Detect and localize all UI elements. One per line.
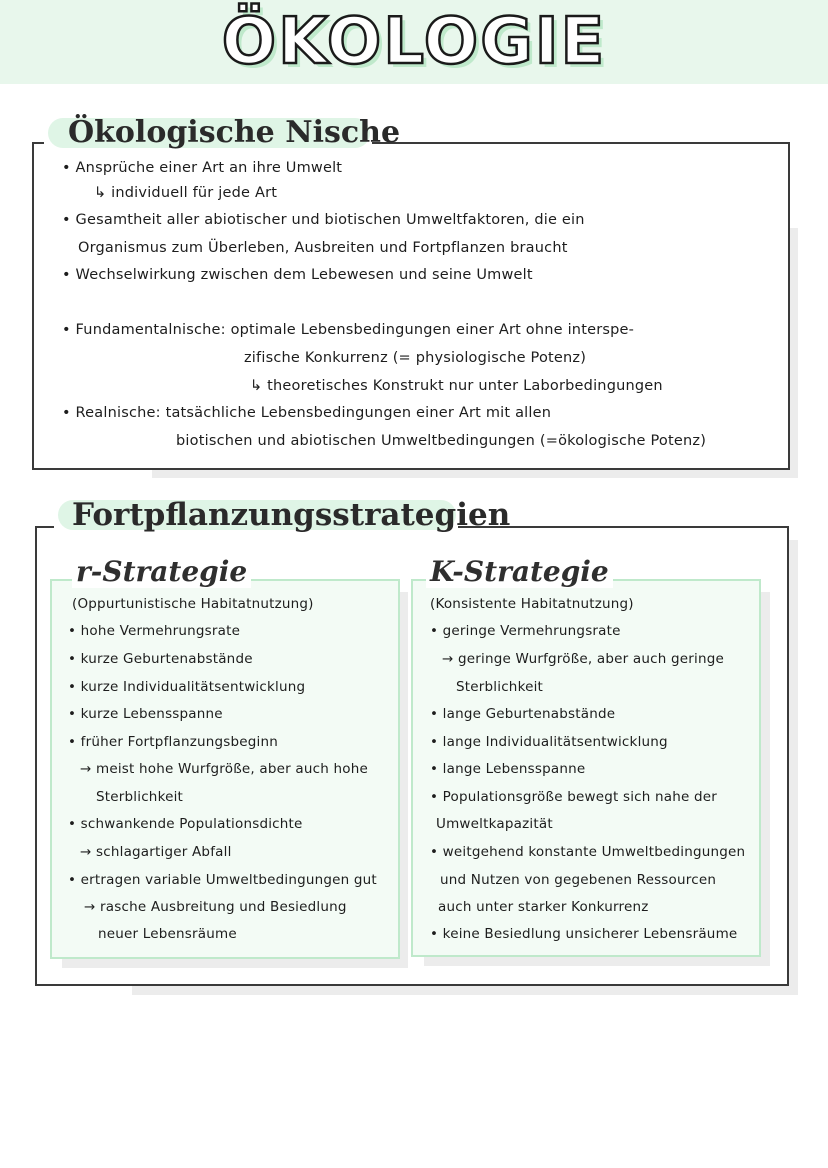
nische-line-3: • Gesamtheit aller abiotischer und biotischen Umweltfaktoren, die ein: [62, 212, 585, 228]
nische-line-9: • Realnische: tatsächliche Lebensbedingungen einer Art mit allen: [62, 405, 552, 421]
page-title: ÖKOLOGIE: [221, 5, 607, 79]
r-line-7: → meist hohe Wurfgröße, aber auch hohe: [80, 761, 368, 777]
nische-line-6: • Fundamentalnische: optimale Lebensbedingungen einer Art ohne interspe-: [62, 322, 635, 338]
k-line-3: → geringe Wurfgröße, aber auch geringe: [442, 651, 724, 667]
r-line-11: • ertragen variable Umweltbedingungen gut: [68, 872, 377, 888]
r-line-6: • früher Fortpflanzungsbeginn: [68, 734, 279, 750]
k-line-2: • geringe Vermehrungsrate: [430, 623, 621, 639]
nische-line-1: • Ansprüche einer Art an ihre Umwelt: [62, 160, 343, 176]
r-line-4: • kurze Individualitätsentwicklung: [68, 679, 306, 695]
nische-line-7: zifische Konkurrenz (= physiologische Potenz): [244, 350, 587, 366]
nische-line-8: ↳ theoretisches Konstrukt nur unter Laborbedingungen: [250, 378, 663, 394]
k-line-1: (Konsistente Habitatnutzung): [430, 596, 634, 612]
nische-line-10: biotischen und abiotischen Umweltbedingungen (=ökologische Potenz): [176, 433, 707, 449]
k-strategie-title: K-Strategie: [426, 556, 613, 588]
k-line-10: • weitgehend konstante Umweltbedingungen: [430, 844, 746, 860]
k-line-6: • lange Individualitätsentwicklung: [430, 734, 668, 750]
nische-line-5: • Wechselwirkung zwischen dem Lebewesen und seine Umwelt: [62, 267, 533, 283]
r-line-10: → schlagartiger Abfall: [80, 844, 232, 860]
k-line-13: • keine Besiedlung unsicherer Lebensräume: [430, 926, 738, 942]
k-line-12: auch unter starker Konkurrenz: [438, 899, 649, 915]
r-line-1: (Oppurtunistische Habitatnutzung): [72, 596, 314, 612]
r-line-9: • schwankende Populationsdichte: [68, 816, 303, 832]
k-line-4: Sterblichkeit: [456, 679, 544, 695]
nische-line-4: Organismus zum Überleben, Ausbreiten und Fortpflanzen braucht: [78, 240, 568, 256]
r-line-5: • kurze Lebensspanne: [68, 706, 223, 722]
r-line-12: → rasche Ausbreitung und Besiedlung: [84, 899, 347, 915]
strategien-title: Fortpflanzungsstrategien: [72, 497, 511, 533]
k-line-9: Umweltkapazität: [436, 816, 553, 832]
k-line-5: • lange Geburtenabstände: [430, 706, 616, 722]
nische-line-2: ↳ individuell für jede Art: [94, 185, 278, 201]
r-strategie-title: r-Strategie: [72, 556, 251, 588]
k-line-7: • lange Lebensspanne: [430, 761, 586, 777]
r-line-8: Sterblichkeit: [96, 789, 184, 805]
k-line-11: und Nutzen von gegebenen Ressourcen: [440, 872, 717, 888]
r-line-3: • kurze Geburtenabstände: [68, 651, 253, 667]
r-line-13: neuer Lebensräume: [98, 926, 237, 942]
nische-title: Ökologische Nische: [68, 115, 401, 150]
k-line-8: • Populationsgröße bewegt sich nahe der: [430, 789, 718, 805]
r-line-2: • hohe Vermehrungsrate: [68, 623, 241, 639]
